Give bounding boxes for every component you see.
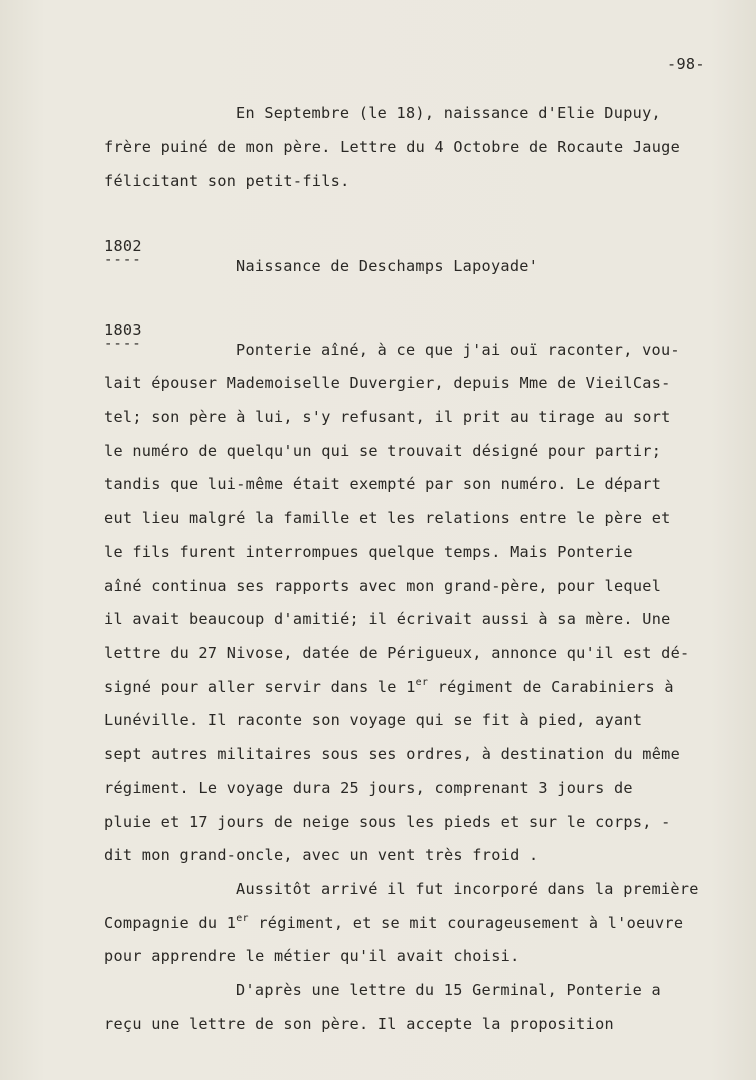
paragraph-line: aîné continua ses rapports avec mon grand-père, pour lequel (104, 577, 662, 595)
paragraph-line: tandis que lui-même était exempté par son numéro. Le départ (104, 475, 662, 493)
entry-text-1802: Naissance de Deschamps Lapoyade' (236, 257, 539, 275)
paragraph-line: le numéro de quelqu'un qui se trouvait désigné pour partir; (104, 442, 662, 460)
paragraph-line: le fils furent interrompues quelque temps. Mais Ponterie (104, 543, 633, 561)
paragraph-line: reçu une lettre de son père. Il accepte la proposition (104, 1015, 614, 1033)
paragraph-line: pluie et 17 jours de neige sous les pieds et sur le corps, - (104, 813, 671, 831)
paragraph-line: Lunéville. Il raconte son voyage qui se fit à pied, ayant (104, 711, 643, 729)
paragraph-line: D'après une lettre du 15 Germinal, Ponterie a (236, 981, 661, 999)
year-underline-1802: ---- (104, 252, 142, 268)
year-heading-1803: 1803 (104, 321, 142, 339)
year-underline-1803: ---- (104, 336, 142, 352)
paragraph-line: félicitant son petit-fils. (104, 172, 350, 190)
entry-text-1803: Ponterie aîné, à ce que j'ai ouï raconter, vou- (236, 341, 680, 359)
superscript: er (415, 677, 429, 688)
paragraph-line: lettre du 27 Nivose, datée de Périgueux, annonce qu'il est dé- (104, 644, 690, 662)
company-line (104, 913, 683, 936)
paragraph-line: frère puiné de mon père. Lettre du 4 Octobre de Rocaute Jauge (104, 138, 681, 156)
paragraph-line: dit mon grand-oncle, avec un vent très froid . (104, 846, 539, 864)
regiment-line-before: signé pour aller servir dans le 1 (104, 678, 416, 696)
paragraph-line: eut lieu malgré la famille et les relations entre le père et (104, 509, 671, 527)
paragraph-line: régiment. Le voyage dura 25 jours, comprenant 3 jours de (104, 779, 633, 797)
paragraph-line: sept autres militaires sous ses ordres, à destination du même (104, 745, 681, 763)
paragraph-line: lait épouser Mademoiselle Duvergier, depuis Mme de VieilCas- (104, 374, 671, 392)
paragraph-line: il avait beaucoup d'amitié; il écrivait aussi à sa mère. Une (104, 610, 671, 628)
paragraph-line: Aussitôt arrivé il fut incorporé dans la première (236, 880, 699, 898)
paragraph-line: tel; son père à lui, s'y refusant, il prit au tirage au sort (104, 408, 671, 426)
regiment-line-after: régiment de Carabiniers à (428, 678, 674, 696)
paragraph-line: pour apprendre le métier qu'il avait choisi. (104, 947, 520, 965)
paragraph-line: En Septembre (le 18), naissance d'Elie Dupuy, (236, 104, 661, 122)
year-heading-1802: 1802 (104, 237, 142, 255)
company-line-before: Compagnie du 1 (104, 914, 237, 932)
regiment-line (104, 677, 674, 700)
company-line-after: régiment, et se mit courageusement à l'oeuvre (248, 914, 684, 932)
page-number: -98- (667, 55, 705, 73)
superscript: er (236, 913, 249, 924)
